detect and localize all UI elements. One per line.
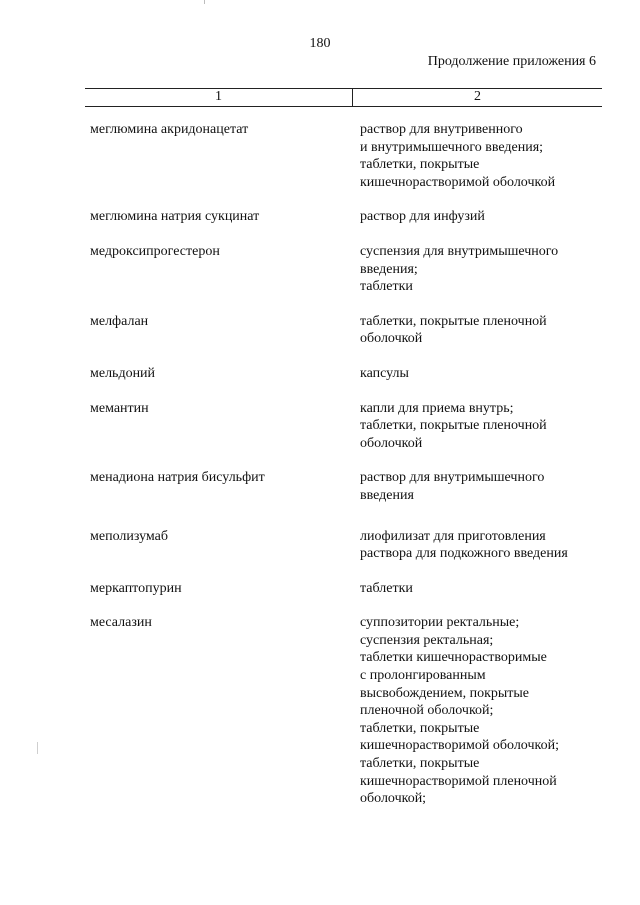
- dosage-forms: [360, 243, 610, 296]
- dosage-form-line: раствор для внутривенного: [360, 122, 523, 137]
- dosage-form-line: таблетки, покрытые: [360, 720, 480, 736]
- dosage-form-line: кишечнорастворимой оболочкой: [360, 174, 556, 190]
- table-row: [0, 614, 640, 808]
- dosage-form-line: оболочкой;: [360, 791, 427, 807]
- dosage-form-line: с пролонгированным: [360, 668, 486, 684]
- column-header-2: 2: [474, 89, 481, 104]
- drug-name: меполизумаб: [90, 528, 169, 544]
- dosage-form-line: кишечнорастворимой оболочкой;: [360, 738, 559, 754]
- dosage-form-line: лиофилизат для приготовления: [360, 528, 546, 544]
- drug-name: медроксипрогестерон: [90, 243, 220, 259]
- dosage-forms: [360, 313, 610, 348]
- dosage-form-line: таблетки, покрытые: [360, 756, 480, 772]
- continuation-heading: Продолжение приложения 6: [427, 54, 596, 69]
- dosage-form-line: и внутримышечного введения;: [360, 139, 544, 155]
- dosage-form-line: таблетки: [360, 279, 413, 295]
- page-number: 180: [309, 36, 331, 51]
- dosage-form-line: капсулы: [360, 365, 409, 381]
- drug-name: мелфалан: [90, 313, 149, 329]
- dosage-forms: [360, 614, 610, 808]
- table-row: [0, 121, 640, 191]
- dosage-form-line: таблетки, покрытые пленочной: [360, 418, 547, 434]
- dosage-forms: [360, 365, 610, 383]
- dosage-form-line: раствора для подкожного введения: [360, 546, 568, 562]
- table-row: [0, 580, 640, 598]
- dosage-form-line: введения: [360, 487, 414, 503]
- dosage-form-line: кишечнорастворимой пленочной: [360, 773, 557, 789]
- drug-name: меркаптопурин: [90, 580, 182, 596]
- scan-mark: [204, 0, 205, 4]
- dosage-form-line: оболочкой: [360, 435, 423, 451]
- table-row: [0, 469, 640, 504]
- table-row: [0, 313, 640, 348]
- dosage-forms: [360, 400, 610, 453]
- drug-name: меглюмина акридонацетат: [90, 122, 249, 137]
- drug-name: меглюмина натрия сукцинат: [90, 209, 260, 225]
- dosage-forms: [360, 121, 610, 191]
- dosage-form-line: высвобождением, покрытые: [360, 685, 530, 701]
- dosage-form-line: таблетки кишечнорастворимые: [360, 650, 547, 666]
- dosage-form-line: таблетки, покрытые: [360, 157, 480, 173]
- dosage-form-line: суспензия для внутримышечного: [360, 243, 559, 259]
- dosage-form-line: оболочкой: [360, 331, 423, 347]
- dosage-form-line: суспензия ректальная;: [360, 632, 494, 648]
- drug-name: мельдоний: [90, 365, 156, 381]
- dosage-form-line: раствор для внутримышечного: [360, 470, 545, 486]
- table-row: [0, 208, 640, 226]
- dosage-forms: [360, 208, 610, 226]
- dosage-forms: [360, 469, 610, 504]
- table-row: [0, 528, 640, 563]
- dosage-forms: [360, 580, 610, 598]
- table-body: [0, 121, 640, 825]
- dosage-form-line: пленочной оболочкой;: [360, 703, 494, 719]
- drug-name: менадиона натрия бисульфит: [90, 470, 265, 486]
- dosage-form-line: раствор для инфузий: [360, 209, 485, 225]
- drug-name: месалазин: [90, 615, 152, 631]
- dosage-form-line: капли для приема внутрь;: [360, 400, 514, 416]
- scan-mark: [37, 742, 38, 754]
- dosage-forms: [360, 528, 610, 563]
- dosage-form-line: суппозитории ректальные;: [360, 615, 520, 631]
- table-row: [0, 243, 640, 296]
- dosage-form-line: таблетки: [360, 580, 413, 596]
- table-row: [0, 365, 640, 383]
- dosage-form-line: введения;: [360, 261, 418, 277]
- column-header-1: 1: [85, 89, 353, 106]
- dosage-form-line: таблетки, покрытые пленочной: [360, 313, 547, 329]
- table-row: [0, 400, 640, 453]
- drug-name: мемантин: [90, 400, 149, 416]
- table-header: [85, 88, 602, 107]
